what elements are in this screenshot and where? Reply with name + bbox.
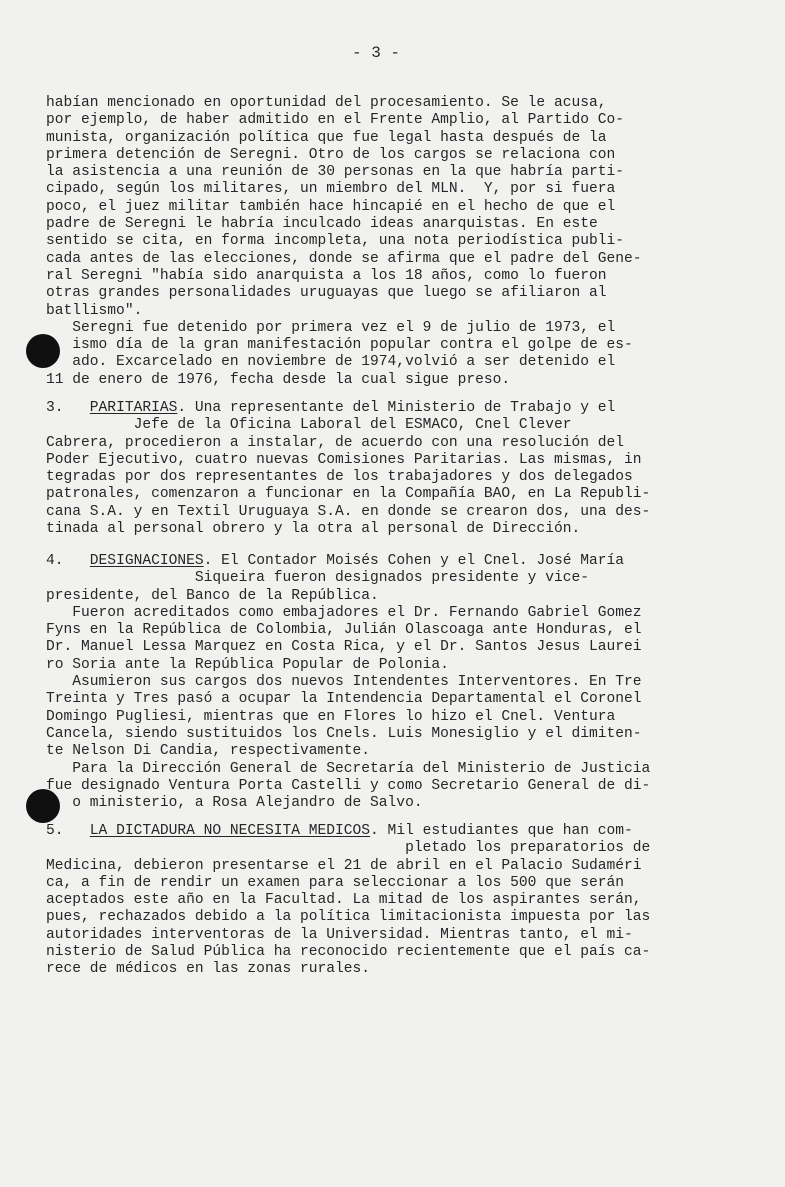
text-line: primera detención de Seregni. Otro de los cargos se relaciona con	[46, 146, 616, 163]
text-line: Medicina, debieron presentarse el 21 de abril en el Palacio Sudaméri	[46, 857, 642, 874]
text-line: rece de médicos en las zonas rurales.	[46, 961, 371, 978]
text-line: Siqueira fueron designados presidente y vice-	[46, 570, 589, 587]
text-line: 11 de enero de 1976, fecha desde la cual sigue preso.	[46, 371, 511, 388]
section-medicos	[46, 823, 756, 979]
section-title: PARITARIAS	[89, 400, 178, 416]
text-line: ral Seregni "había sido anarquista a los 18 años, como lo fueron	[46, 267, 607, 284]
text-line: Asumieron sus cargos dos nuevos Intendentes Interventores. En Tre	[46, 674, 642, 691]
text-line: sentido se cita, en forma incompleta, una nota periodística publi-	[46, 233, 625, 250]
text-line: Fueron acreditados como embajadores el Dr. Fernando Gabriel Gomez	[46, 604, 642, 621]
section-number: 3.	[46, 400, 64, 416]
text-line: ismo día de la gran manifestación popular contra el golpe de es-	[46, 337, 633, 354]
text-line: ro Soria ante la República Popular de Polonia.	[46, 656, 449, 673]
text-line: habían mencionado en oportunidad del procesamiento. Se le acusa,	[46, 95, 607, 111]
text-line: padre de Seregni le habría inculcado ideas anarquistas. En este	[46, 216, 598, 233]
text-line: por ejemplo, de haber admitido en el Frente Amplio, al Partido Co-	[46, 112, 625, 129]
page-number: - 3 -	[352, 44, 401, 62]
text-line: ado. Excarcelado en noviembre de 1974,volvió a ser detenido el	[46, 354, 616, 371]
text-line: Cabrera, procedieron a instalar, de acuerdo con una resolución del	[46, 434, 625, 451]
text-line: cana S.A. y en Textil Uruguaya S.A. en donde se crearon dos, una des-	[46, 503, 651, 520]
section-heading-line	[46, 553, 756, 570]
section-number: 5.	[46, 823, 64, 839]
section-title: DESIGNACIONES	[89, 553, 204, 569]
section-title: LA DICTADURA NO NECESITA MEDICOS	[89, 823, 371, 839]
text-line: presidente, del Banco de la República.	[46, 587, 379, 604]
text-line: Poder Ejecutivo, cuatro nuevas Comisiones Paritarias. Las mismas, in	[46, 451, 642, 468]
text-line: Jefe de la Oficina Laboral del ESMACO, Cnel Clever	[46, 417, 572, 434]
text-line: Dr. Manuel Lessa Marquez en Costa Rica, y el Dr. Santos Jesus Laurei	[46, 639, 642, 656]
text-line: Domingo Pugliesi, mientras que en Flores lo hizo el Cnel. Ventura	[46, 708, 616, 725]
section-heading-line	[46, 823, 756, 840]
text-line: munista, organización política que fue legal hasta después de la	[46, 129, 607, 146]
text-line: cipado, según los militares, un miembro del MLN. Y, por si fuera	[46, 181, 616, 198]
text-line: cada antes de las elecciones, donde se afirma que el padre del Gene-	[46, 250, 642, 267]
section-designaciones	[46, 553, 756, 812]
text-line: ca, a fin de rendir un examen para seleccionar a los 500 que serán	[46, 874, 625, 891]
section-paritarias	[46, 400, 756, 538]
text-line: fue designado Ventura Porta Castelli y como Secretario General de di-	[46, 777, 651, 794]
text-line: tegradas por dos representantes de los trabajadores y dos delegados	[46, 469, 633, 486]
text-line: Seregni fue detenido por primera vez el 9 de julio de 1973, el	[46, 319, 616, 336]
text-line: la asistencia a una reunión de 30 personas en la que habría parti-	[46, 164, 625, 181]
text-line: pues, rechazados debido a la política limitacionista impuesta por las	[46, 909, 651, 926]
text-line: o ministerio, a Rosa Alejandro de Salvo.	[46, 795, 423, 812]
text-line: Cancela, siendo sustituidos los Cnels. Luis Monesiglio y el dimiten-	[46, 725, 642, 742]
text-line: autoridades interventoras de la Universidad. Mientras tanto, el mi-	[46, 926, 633, 943]
text-line: Treinta y Tres pasó a ocupar la Intendencia Departamental el Coronel	[46, 691, 642, 708]
text-line: pletado los preparatorios de	[46, 840, 651, 857]
section-heading-line	[46, 400, 756, 417]
text-line: . Una representante del Ministerio de Trabajo y el	[177, 400, 616, 416]
text-line: . El Contador Moisés Cohen y el Cnel. José María	[203, 553, 625, 569]
text-line: . Mil estudiantes que han com-	[370, 823, 633, 839]
text-line: patronales, comenzaron a funcionar en la Compañía BAO, en La Republi-	[46, 486, 651, 503]
section-number: 4.	[46, 553, 64, 569]
text-line: nisterio de Salud Pública ha reconocido recientemente que el país ca-	[46, 944, 651, 961]
text-line: Fyns en la República de Colombia, Julián Olascoaga ante Honduras, el	[46, 622, 642, 639]
text-line: tinada al personal obrero y la otra al personal de Dirección.	[46, 521, 581, 538]
text-line: otras grandes personalidades uruguayas que luego se afiliaron al	[46, 285, 607, 302]
text-line: poco, el juez militar también hace hincapié en el hecho de que el	[46, 198, 616, 215]
text-line: te Nelson Di Candia, respectivamente.	[46, 743, 371, 760]
text-line: aceptados este año en la Facultad. La mitad de los aspirantes serán,	[46, 892, 642, 909]
text-line: Para la Dirección General de Secretaría del Ministerio de Justicia	[46, 760, 651, 777]
text-line: batllismo".	[46, 302, 143, 319]
paragraph-seregni	[46, 95, 756, 389]
